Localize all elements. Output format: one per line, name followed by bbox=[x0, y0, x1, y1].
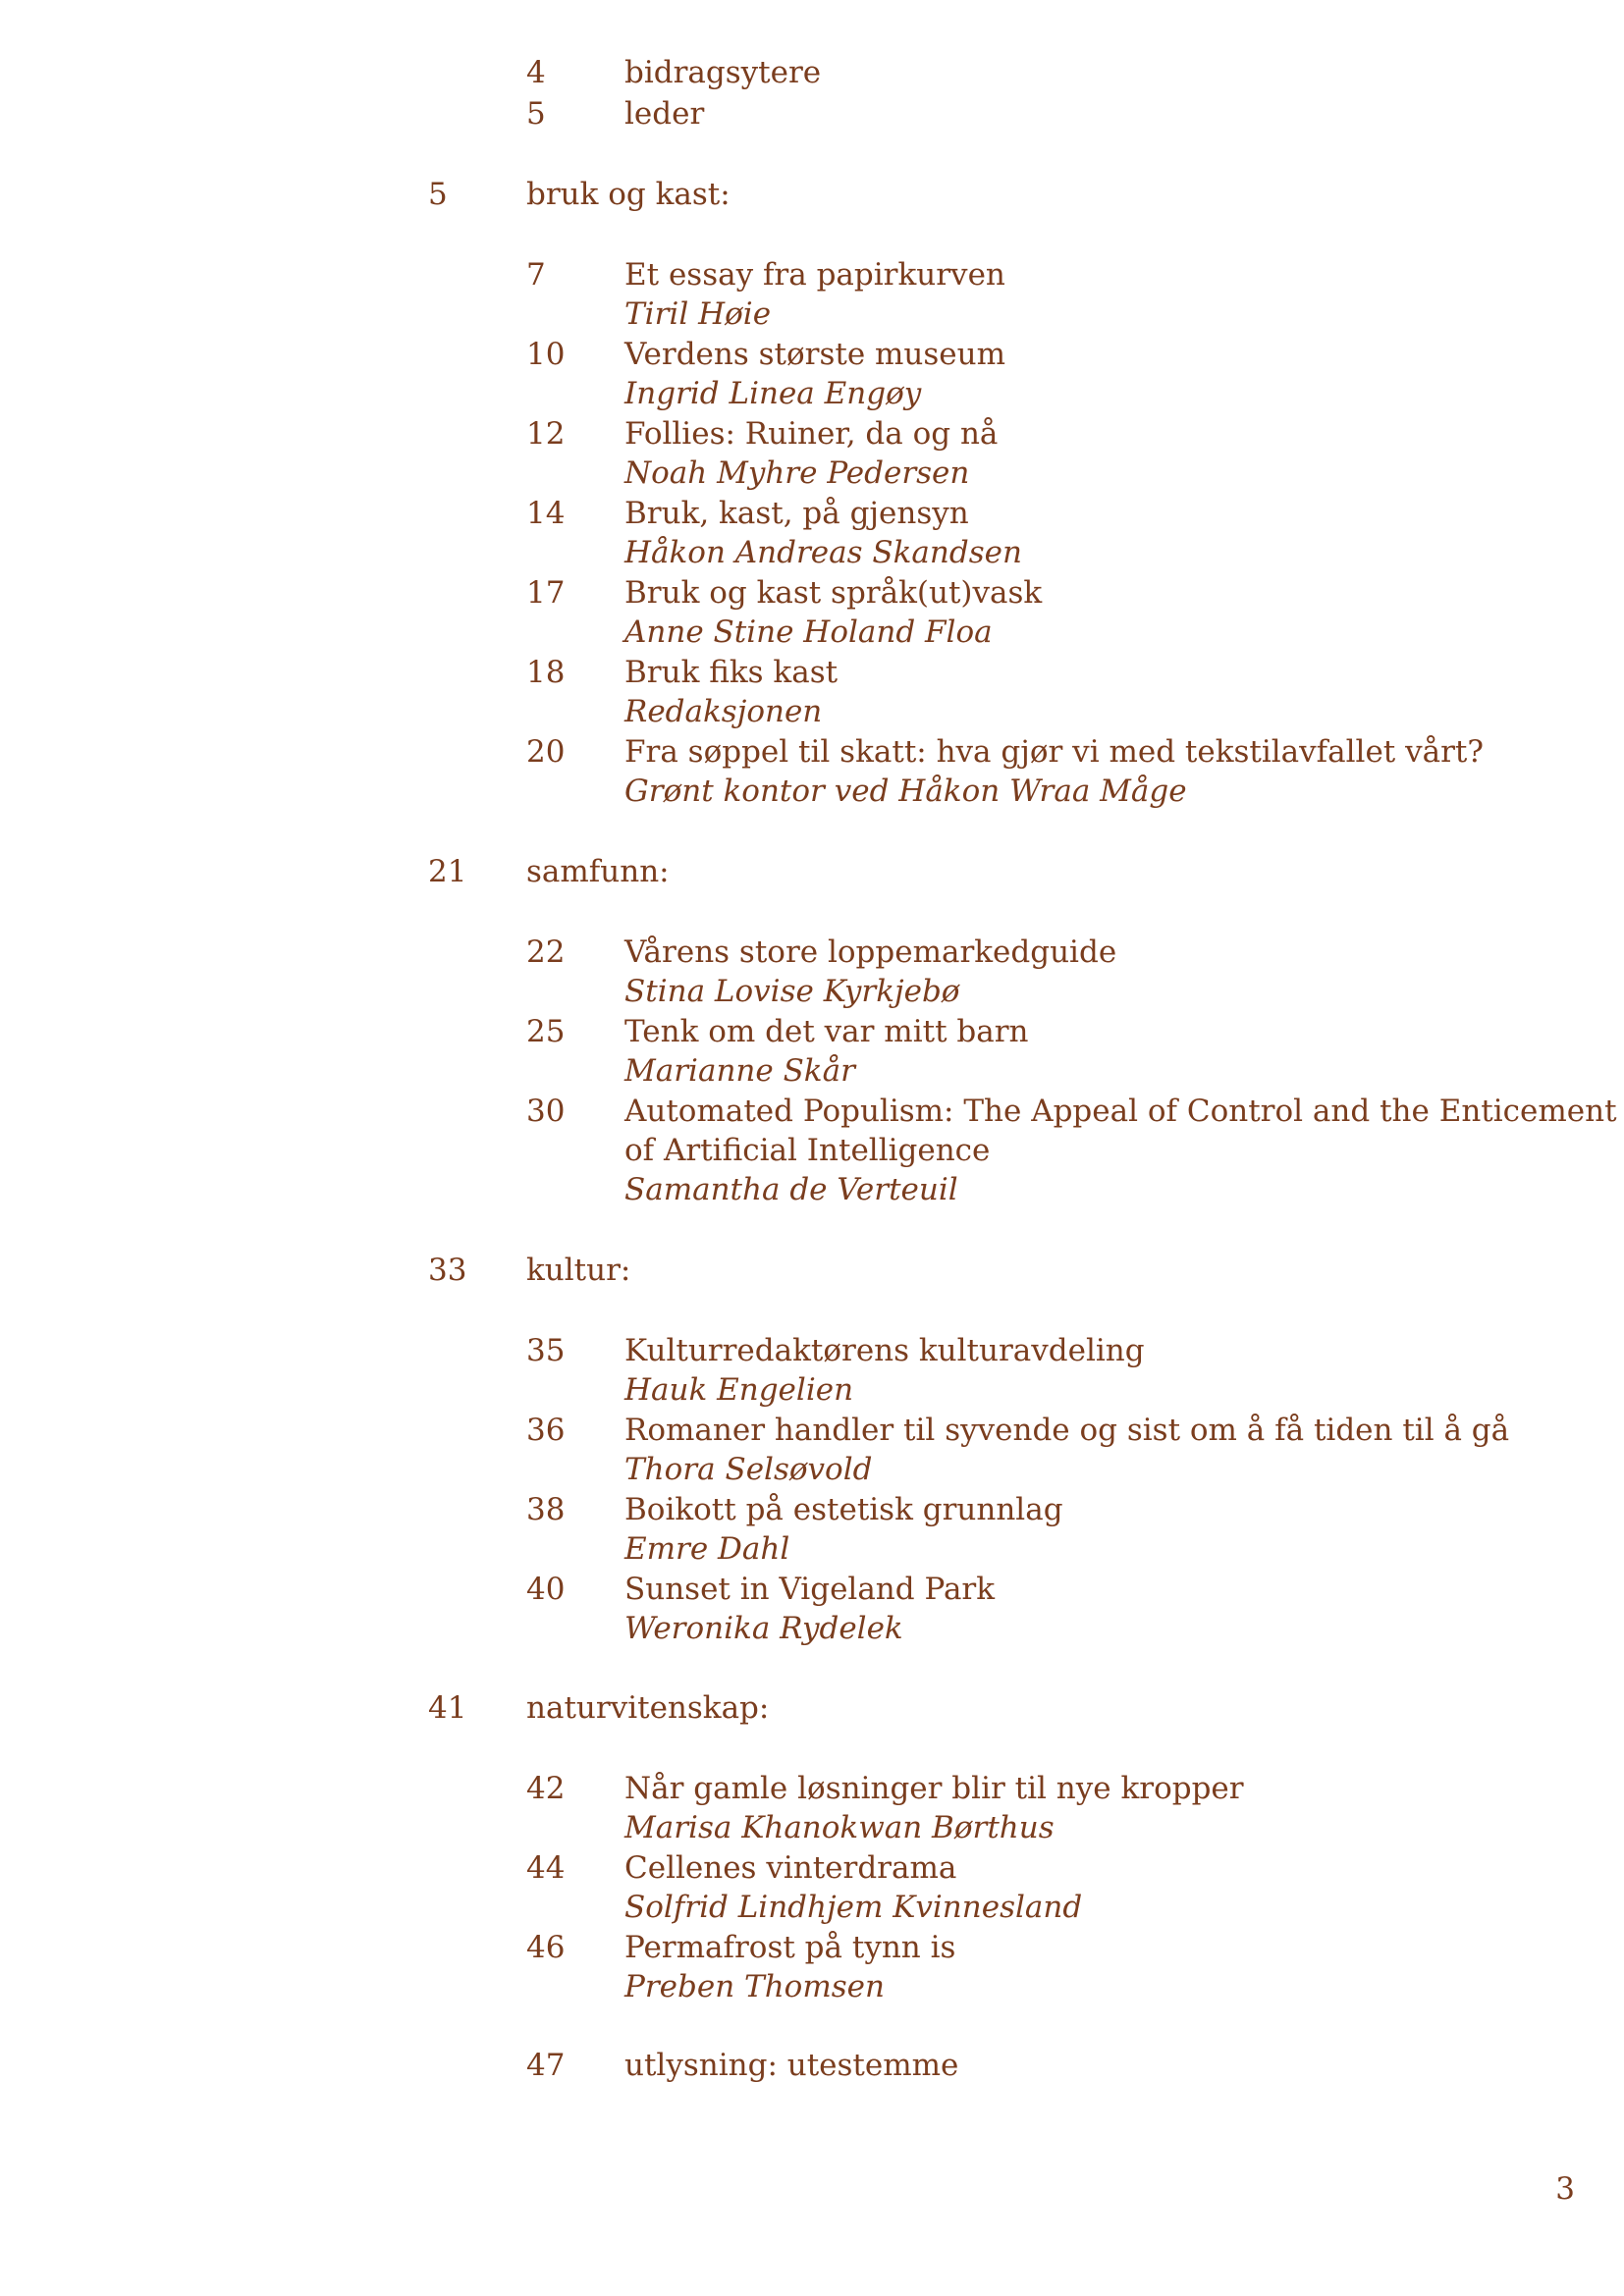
article-page-number: 38 bbox=[526, 1492, 566, 1527]
article-page-number: 14 bbox=[526, 496, 566, 531]
article-author: Marisa Khanokwan Børthus bbox=[624, 1810, 1055, 1845]
article-page-number: 40 bbox=[526, 1572, 566, 1607]
article-author: Preben Thomsen bbox=[624, 1969, 885, 2004]
article-title: Sunset in Vigeland Park bbox=[624, 1572, 996, 1607]
section-heading: samfunn: bbox=[526, 854, 670, 889]
front-title: bidragsytere bbox=[624, 55, 822, 90]
article-page-number: 25 bbox=[526, 1014, 566, 1049]
article-page-number: 46 bbox=[526, 1930, 566, 1965]
article-title: Boikott på estetisk grunnlag bbox=[624, 1492, 1063, 1527]
article-author: Hauk Engelien bbox=[624, 1372, 854, 1408]
article-title: Bruk fiks kast bbox=[624, 655, 839, 690]
article-page-number: 10 bbox=[526, 337, 566, 372]
article-page-number: 18 bbox=[526, 655, 566, 690]
section-heading: naturvitenskap: bbox=[526, 1690, 770, 1726]
article-title: Permafrost på tynn is bbox=[624, 1930, 956, 1965]
article-title: Kulturredaktørens kulturavdeling bbox=[624, 1333, 1145, 1368]
article-author: Anne Stine Holand Floa bbox=[624, 614, 993, 650]
article-title-continued: of Artificial Intelligence bbox=[624, 1133, 991, 1168]
article-title: Når gamle løsninger blir til nye kropper bbox=[624, 1771, 1244, 1806]
article-page-number: 12 bbox=[526, 416, 566, 452]
article-title: Cellenes vinterdrama bbox=[624, 1850, 957, 1886]
article-title: Vårens store loppemarkedguide bbox=[624, 934, 1117, 970]
article-author: Tiril Høie bbox=[624, 296, 772, 332]
article-page-number: 30 bbox=[526, 1094, 566, 1129]
article-author: Ingrid Linea Engøy bbox=[624, 376, 922, 411]
article-page-number: 42 bbox=[526, 1771, 566, 1806]
article-page-number: 17 bbox=[526, 575, 566, 611]
front-page-number: 5 bbox=[526, 96, 546, 132]
section-heading: kultur: bbox=[526, 1253, 631, 1288]
article-page-number: 22 bbox=[526, 934, 566, 970]
article-title: Tenk om det var mitt barn bbox=[624, 1014, 1029, 1049]
article-page-number: 35 bbox=[526, 1333, 566, 1368]
article-title: Romaner handler til syvende og sist om å få tiden til å gå bbox=[624, 1413, 1510, 1448]
article-author: Håkon Andreas Skandsen bbox=[624, 535, 1022, 570]
article-page-number: 44 bbox=[526, 1850, 566, 1886]
article-title: Follies: Ruiner, da og nå bbox=[624, 416, 999, 452]
section-heading: bruk og kast: bbox=[526, 177, 731, 212]
article-author: Grønt kontor ved Håkon Wraa Måge bbox=[624, 774, 1187, 809]
article-author: Solfrid Lindhjem Kvinnesland bbox=[624, 1890, 1083, 1925]
article-author: Noah Myhre Pedersen bbox=[624, 455, 970, 491]
article-author: Thora Selsøvold bbox=[624, 1452, 873, 1487]
article-author: Marianne Skår bbox=[624, 1053, 855, 1089]
article-page-number: 20 bbox=[526, 734, 566, 770]
article-author: Samantha de Verteuil bbox=[624, 1172, 958, 1207]
article-title: Bruk og kast språk(ut)vask bbox=[624, 575, 1043, 611]
section-page-number: 21 bbox=[428, 854, 467, 889]
article-page-number: 7 bbox=[526, 257, 546, 293]
front-page-number: 4 bbox=[526, 55, 546, 90]
article-author: Stina Lovise Kyrkjebø bbox=[624, 974, 960, 1009]
section-page-number: 41 bbox=[428, 1690, 467, 1726]
article-page-number: 36 bbox=[526, 1413, 566, 1448]
section-page-number: 5 bbox=[428, 177, 448, 212]
closing-title: utlysning: utestemme bbox=[624, 2048, 959, 2083]
article-author: Emre Dahl bbox=[624, 1531, 790, 1567]
page-number: 3 bbox=[1555, 2171, 1575, 2207]
article-title: Bruk, kast, på gjensyn bbox=[624, 496, 969, 531]
closing-page-number: 47 bbox=[526, 2048, 566, 2083]
article-title: Et essay fra papirkurven bbox=[624, 257, 1005, 293]
article-title: Verdens største museum bbox=[624, 337, 1006, 372]
article-author: Weronika Rydelek bbox=[624, 1611, 903, 1646]
article-title: Fra søppel til skatt: hva gjør vi med tekstilavfallet vårt? bbox=[624, 734, 1485, 770]
article-title: Automated Populism: The Appeal of Control and the Enticement bbox=[624, 1094, 1617, 1129]
front-title: leder bbox=[624, 96, 705, 132]
article-author: Redaksjonen bbox=[624, 694, 823, 729]
section-page-number: 33 bbox=[428, 1253, 467, 1288]
